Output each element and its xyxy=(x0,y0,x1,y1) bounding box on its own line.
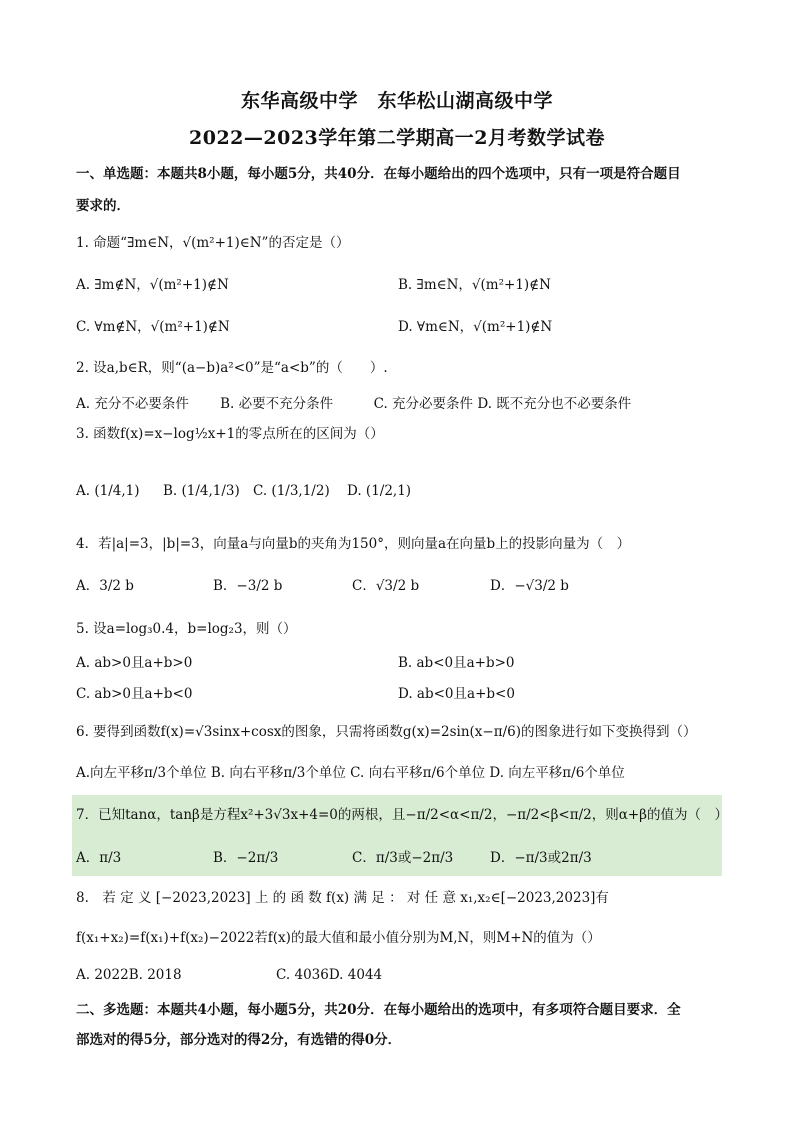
q5-option-d: D. ab<0且a+b<0 xyxy=(398,686,515,702)
section2-heading: 二、多选题：本题共4小题，每小题5分，共20分．在每小题给出的选项中，有多项符合题目要求．全 xyxy=(76,1002,681,1018)
school-names: 东华高级中学 东华松山湖高级中学 xyxy=(240,90,553,112)
q1-stem: 1. 命题“∃m∈N，√(m²+1)∈N”的否定是（） xyxy=(76,235,350,251)
q3-option-a: A. (1/4,1) xyxy=(76,483,140,499)
q6-options: A.向左平移π/3个单位 B. 向右平移π/3个单位 C. 向右平移π/6个单位 D. 向左平移π/6个单位 xyxy=(76,765,625,781)
q2-stem: 2. 设a,b∈R，则“(a−b)a²<0”是“a<b”的（ ）. xyxy=(76,360,388,376)
q7-option-b: B．−2π/3 xyxy=(213,850,279,866)
q5-option-a: A. ab>0且a+b>0 xyxy=(76,655,193,671)
q4-stem: 4．若|a|=3，|b|=3，向量a与向量b的夹角为150°，则向量a在向量b上的投影向量为（ ） xyxy=(76,536,631,552)
exam-title: 2022—2023学年第二学期高一2月考数学试卷 xyxy=(189,127,605,149)
section1-heading-cont: 要求的． xyxy=(76,198,130,214)
q8-stem-cont: f(x₁+x₂)=f(x₁)+f(x₂)−2022若f(x)的最大值和最小值分别为M,N，则M+N的值为（） xyxy=(76,930,601,946)
q2-options: A. 充分不必要条件 B. 必要不充分条件 C. 充分必要条件 D. 既不充分也不必要条件 xyxy=(76,396,632,412)
q5-stem: 5. 设a=log₃0.4，b=log₂3，则（） xyxy=(76,621,297,637)
q1-option-b: B. ∃m∈N，√(m²+1)∉N xyxy=(398,277,551,293)
q7-option-d: D．−π/3或2π/3 xyxy=(490,850,592,866)
q4-option-d: D．−√3/2 b xyxy=(490,578,569,594)
q5-option-c: C. ab>0且a+b<0 xyxy=(76,686,193,702)
q7-stem: 7．已知tanα，tanβ是方程x²+3√3x+4=0的两根，且−π/2<α<π/2，−π/2<β<π/2，则α+β的值为（ ） xyxy=(76,807,728,823)
q1-option-d: D. ∀m∈N，√(m²+1)∉N xyxy=(398,319,553,335)
q7-option-c: C．π/3或−2π/3 xyxy=(352,850,454,866)
q3-option-d: D. (1/2,1) xyxy=(347,483,412,499)
q3-stem: 3. 函数f(x)=x−log½x+1的零点所在的区间为（） xyxy=(76,426,384,442)
q3-option-c: C. (1/3,1/2) xyxy=(253,483,330,499)
section2-heading-cont: 部选对的得5分，部分选对的得2分，有选错的得0分． xyxy=(76,1032,402,1048)
q5-option-b: B. ab<0且a+b>0 xyxy=(398,655,515,671)
q1-option-c: C. ∀m∉N，√(m²+1)∉N xyxy=(76,319,230,335)
q4-option-c: C．√3/2 b xyxy=(352,578,420,594)
q3-option-b: B. (1/4,1/3) xyxy=(163,483,240,499)
q1-option-a: A. ∃m∉N，√(m²+1)∉N xyxy=(76,277,229,293)
q4-option-a: A．3/2 b xyxy=(76,578,134,594)
q4-option-b: B．−3/2 b xyxy=(213,578,283,594)
q8-options: A. 2022B. 2018 C. 4036D. 4044 xyxy=(76,967,383,983)
q8-stem: 8. 若 定 义 [−2023,2023] 上 的 函 数 f(x) 满 足 ： 对 任 意 x₁,x₂∈[−2023,2023]有 xyxy=(76,890,609,906)
q6-stem: 6. 要得到函数f(x)=√3sinx+cosx的图象，只需将函数g(x)=2sin(x−π/6)的图象进行如下变换得到（） xyxy=(76,724,697,740)
section1-heading: 一、单选题：本题共8小题，每小题5分，共40分．在每小题给出的四个选项中，只有一项是符合题目 xyxy=(76,166,681,182)
q7-option-a: A．π/3 xyxy=(76,850,122,866)
